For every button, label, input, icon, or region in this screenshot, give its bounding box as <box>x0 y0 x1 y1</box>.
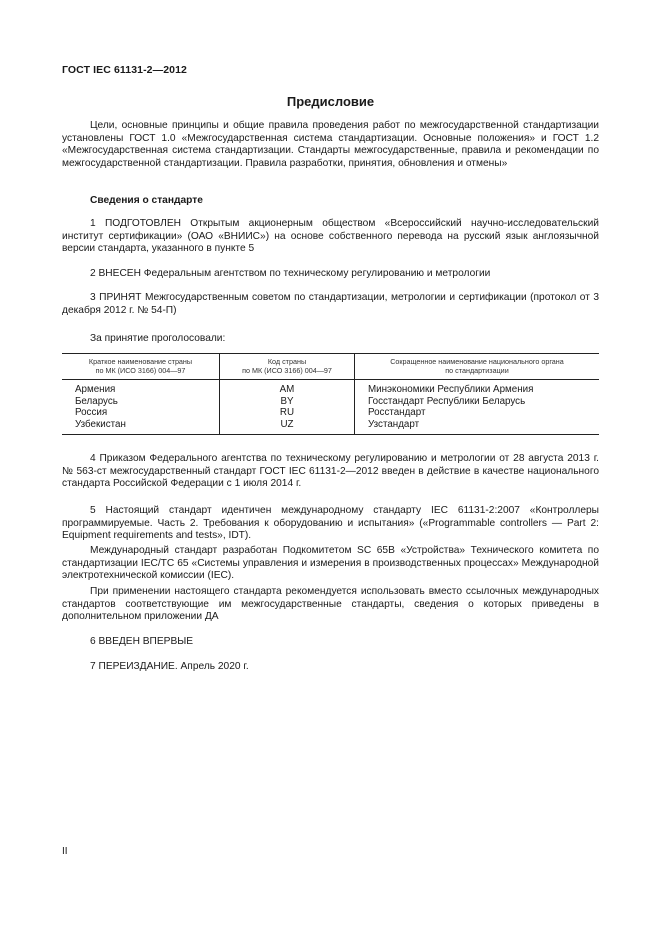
info-heading: Сведения о стандарте <box>90 195 203 206</box>
header-national-body-line2: по стандартизации <box>445 366 509 375</box>
cell-body: Минэкономики Республики Армения <box>355 380 600 396</box>
cell-code: RU <box>220 407 355 419</box>
page-number: II <box>62 846 68 857</box>
item-6-paragraph: 6 ВВЕДЕН ВПЕРВЫЕ <box>90 636 194 647</box>
table-row <box>62 396 599 408</box>
document-code-header: ГОСТ IEC 61131-2—2012 <box>62 64 187 76</box>
cell-code: BY <box>220 396 355 408</box>
cell-country: Армения <box>75 384 116 395</box>
cell-country: Узбекистан <box>75 418 126 430</box>
item-5-paragraph: 5 Настоящий стандарт идентичен международному стандарту IEC 61131-2:2007 «Контроллеры программируемые. Часть 2. Требования к оборудованию и испытания» («Programmable controllers — Part 2: Equipment requirements and tests», IDT). <box>62 505 599 542</box>
table-row <box>62 419 599 435</box>
cell-body: Росстандарт <box>355 407 600 419</box>
item-3-paragraph: 3 ПРИНЯТ Межгосударственным советом по стандартизации, метрологии и сертификации (протокол от 3 декабря 2012 г. № 54-П) <box>62 292 599 316</box>
header-country-code-line1: Код страны <box>267 357 307 366</box>
item-7-paragraph: 7 ПЕРЕИЗДАНИЕ. Апрель 2020 г. <box>90 661 249 672</box>
header-country-name-line2: по МК (ИСО 3166) 004—97 <box>95 366 186 375</box>
cell-code: AM <box>220 380 355 396</box>
vote-label: За принятие проголосовали: <box>90 333 226 344</box>
header-country-code-line2: по МК (ИСО 3166) 004—97 <box>242 366 332 375</box>
item-5-application-paragraph: При применении настоящего стандарта рекомендуется использовать вместо ссылочных международных стандартов соответствующие им межгосударственные стандарты, сведения о которых приведены в дополнительном приложении ДА <box>62 586 599 623</box>
cell-country: Россия <box>75 407 108 419</box>
cell-code: UZ <box>220 419 355 435</box>
item-5-international-paragraph: Международный стандарт разработан Подкомитетом SC 65B «Устройства» Технического комитета по стандартизации IEC/TC 65 «Системы управления и измерения в производственных процессах» Международной электротехнической комиссии (IEC). <box>62 545 599 582</box>
voting-table <box>62 353 599 435</box>
item-1-paragraph: 1 ПОДГОТОВЛЕН Открытым акционерным обществом «Всероссийский научно-исследовательский институт сертификации» (ОАО «ВНИИС») на основе собственного перевода на русский язык англоязычной версии стандарта, указанного в пункте 5 <box>62 218 599 255</box>
table-row <box>62 380 599 396</box>
page-title: Предисловие <box>286 94 375 109</box>
header-country-name <box>62 354 220 380</box>
header-country-name-line1: Краткое наименование страны <box>88 357 193 366</box>
header-national-body <box>355 354 600 380</box>
table-row <box>62 407 599 419</box>
header-country-code <box>220 354 355 380</box>
table-header-row <box>62 354 599 380</box>
item-4-paragraph: 4 Приказом Федерального агентства по техническому регулированию и метрологии от 28 августа 2013 г. № 563-ст межгосударственный стандарт ГОСТ IEC 61131-2—2012 введен в действие в качестве национального стандарта Российской Федерации с 1 июля 2014 г. <box>62 453 599 490</box>
cell-body: Госстандарт Республики Беларусь <box>355 396 600 408</box>
cell-body: Узстандарт <box>355 419 600 435</box>
intro-paragraph: Цели, основные принципы и общие правила проведения работ по межгосударственной стандартизации установлены ГОСТ 1.0 «Межгосударственная система стандартизации. Основные положения» и ГОСТ 1.2 «Межгосударственная система стандартизации. Стандарты межгосударственные, правила и рекомендации по межгосударственной стандартизации. Правила разработки, принятия, обновления и отмены» <box>62 120 599 170</box>
header-national-body-line1: Сокращенное наименование национального органа <box>390 357 564 366</box>
item-2-paragraph: 2 ВНЕСЕН Федеральным агентством по техническому регулированию и метрологии <box>90 268 491 279</box>
cell-country: Беларусь <box>75 395 118 407</box>
